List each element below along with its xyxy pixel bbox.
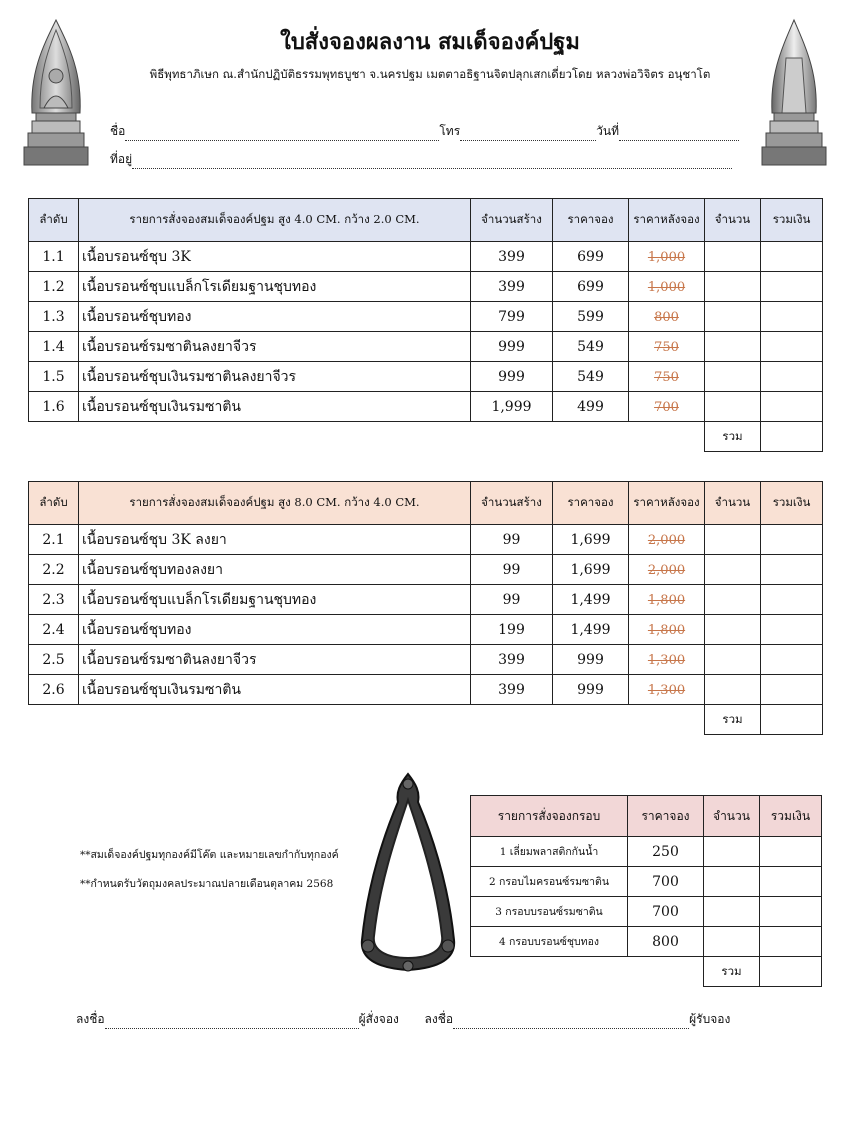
- row-built: 199: [471, 615, 553, 645]
- row-name: เนื้อบรอนซ์ชุบเงินรมซาตินลงยาจีวร: [79, 362, 471, 392]
- strike-price: 800: [654, 309, 679, 325]
- table-row: [471, 837, 822, 867]
- row-built: 399: [471, 645, 553, 675]
- sum-label: รวม: [705, 705, 761, 735]
- header-built: จำนวนสร้าง: [471, 199, 553, 242]
- row-price: 549: [553, 332, 629, 362]
- table-row: [29, 362, 823, 392]
- address-field[interactable]: [132, 156, 732, 169]
- header-frame-item: รายการสั่งจองกรอบ: [471, 796, 628, 837]
- row-name: เนื้อบรอนซ์ชุบทองลงยา: [79, 555, 471, 585]
- row-no: 2.5: [29, 645, 79, 675]
- total-cell[interactable]: [761, 645, 823, 675]
- row-price: 1,499: [553, 585, 629, 615]
- sum-label: รวม: [704, 957, 760, 987]
- order-table-small: [28, 198, 823, 452]
- row-built: 999: [471, 332, 553, 362]
- total-cell[interactable]: [761, 585, 823, 615]
- header-price: ราคาจอง: [553, 482, 629, 525]
- row-price: 599: [553, 302, 629, 332]
- total-cell[interactable]: [761, 332, 823, 362]
- qty-cell[interactable]: [705, 302, 761, 332]
- row-after-price: [629, 332, 705, 362]
- table-row: [29, 272, 823, 302]
- date-label: วันที่: [596, 124, 620, 138]
- qty-cell[interactable]: [704, 897, 760, 927]
- row-price: 699: [553, 272, 629, 302]
- qty-cell[interactable]: [704, 927, 760, 957]
- row-after-price: [629, 525, 705, 555]
- orderer-signature-field[interactable]: [105, 1016, 359, 1029]
- table-row: [29, 332, 823, 362]
- header-item: รายการสั่งจองสมเด็จองค์ปฐม สูง 8.0 CM. กว้าง 4.0 CM.: [79, 482, 471, 525]
- address-label: ที่อยู่: [110, 152, 133, 166]
- orderer-label: ผู้สั่งจอง: [358, 1012, 399, 1026]
- strike-price: 750: [654, 369, 679, 385]
- table-row: [471, 867, 822, 897]
- table-row: [29, 302, 823, 332]
- total-cell[interactable]: [760, 897, 822, 927]
- row-price: 999: [553, 675, 629, 705]
- table-row: [29, 525, 823, 555]
- row-name: เนื้อบรอนซ์ชุบเงินรมซาติน: [79, 675, 471, 705]
- total-cell[interactable]: [761, 555, 823, 585]
- row-name: เนื้อบรอนซ์ชุบ 3K: [79, 242, 471, 272]
- phone-label: โทร: [439, 124, 461, 138]
- page-subtitle: พิธีพุทธาภิเษก ณ.สำนักปฏิบัติธรรมพุทธบูชา จ.นครปฐม เมตตาอธิฐานจิตปลุกเสกเดี่ยวโดย หลวงพ่อวิจิตร อนุชาโต: [149, 67, 711, 81]
- row-price: 1,499: [553, 615, 629, 645]
- header-total: รวมเงิน: [761, 482, 823, 525]
- row-after-price: [629, 615, 705, 645]
- row-after-price: [629, 392, 705, 422]
- grand-total-cell[interactable]: [760, 957, 822, 987]
- phone-field[interactable]: [460, 128, 596, 141]
- row-built: 1,999: [471, 392, 553, 422]
- sum-row: [471, 957, 822, 987]
- row-name: เนื้อบรอนซ์ชุบแบล็กโรเดียมฐานชุบทอง: [79, 585, 471, 615]
- qty-cell[interactable]: [705, 392, 761, 422]
- row-no: 2.2: [29, 555, 79, 585]
- date-field[interactable]: [619, 128, 739, 141]
- strike-price: 700: [654, 399, 679, 415]
- page-title: ใบสั่งจองผลงาน สมเด็จองค์ปฐม: [280, 29, 580, 55]
- header-total: รวมเงิน: [760, 796, 822, 837]
- row-price: 700: [628, 897, 704, 927]
- total-cell[interactable]: [761, 302, 823, 332]
- table-row: [29, 675, 823, 705]
- row-built: 99: [471, 525, 553, 555]
- header-price: ราคาจอง: [628, 796, 704, 837]
- row-price: 800: [628, 927, 704, 957]
- header-item: รายการสั่งจองสมเด็จองค์ปฐม สูง 4.0 CM. กว้าง 2.0 CM.: [79, 199, 471, 242]
- table-row: [29, 242, 823, 272]
- row-name: เนื้อบรอนซ์ชุบเงินรมซาติน: [79, 392, 471, 422]
- row-built: 99: [471, 585, 553, 615]
- row-name: เนื้อบรอนซ์รมซาตินลงยาจีวร: [79, 332, 471, 362]
- row-name: 3 กรอบบรอนซ์รมซาติน: [471, 897, 628, 927]
- row-no: 1.4: [29, 332, 79, 362]
- row-name: เนื้อบรอนซ์ชุบทอง: [79, 615, 471, 645]
- total-cell[interactable]: [761, 525, 823, 555]
- table-row: [471, 927, 822, 957]
- qty-cell[interactable]: [704, 867, 760, 897]
- row-price: 699: [553, 242, 629, 272]
- row-no: 1.3: [29, 302, 79, 332]
- qty-cell[interactable]: [705, 242, 761, 272]
- note-code: **สมเด็จองค์ปฐมทุกองค์มีโค๊ต และหมายเลขกำกับทุกองค์: [80, 849, 339, 861]
- header-price: ราคาจอง: [553, 199, 629, 242]
- row-no: 2.1: [29, 525, 79, 555]
- qty-cell[interactable]: [705, 675, 761, 705]
- strike-price: 1,000: [647, 279, 686, 295]
- row-after-price: [629, 555, 705, 585]
- ornate-frame-image: [356, 770, 460, 976]
- strike-price: 750: [654, 339, 679, 355]
- row-after-price: [629, 302, 705, 332]
- name-label: ชื่อ: [110, 124, 126, 138]
- row-no: 1.2: [29, 272, 79, 302]
- total-cell[interactable]: [760, 927, 822, 957]
- total-cell[interactable]: [761, 362, 823, 392]
- row-after-price: [629, 645, 705, 675]
- total-cell[interactable]: [761, 392, 823, 422]
- qty-cell[interactable]: [705, 615, 761, 645]
- contact-form-row-1: [110, 122, 739, 141]
- table-row: [29, 585, 823, 615]
- row-after-price: [629, 585, 705, 615]
- strike-price: 1,800: [647, 622, 686, 638]
- total-cell[interactable]: [761, 615, 823, 645]
- receiver-signature-field[interactable]: [453, 1016, 689, 1029]
- signature-line: [76, 1010, 730, 1029]
- row-price: 1,699: [553, 525, 629, 555]
- qty-cell[interactable]: [704, 837, 760, 867]
- qty-cell[interactable]: [705, 555, 761, 585]
- table-row: [471, 897, 822, 927]
- receiver-label: ผู้รับจอง: [689, 1012, 731, 1026]
- row-after-price: [629, 242, 705, 272]
- order-table-large: [28, 481, 823, 735]
- grand-total-cell[interactable]: [761, 422, 823, 452]
- table-row: [29, 392, 823, 422]
- qty-cell[interactable]: [705, 362, 761, 392]
- row-built: 99: [471, 555, 553, 585]
- row-name: เนื้อบรอนซ์รมซาตินลงยาจีวร: [79, 645, 471, 675]
- header-built: จำนวนสร้าง: [471, 482, 553, 525]
- row-price: 999: [553, 645, 629, 675]
- table-row: [29, 645, 823, 675]
- header-total: รวมเงิน: [761, 199, 823, 242]
- sum-row: [29, 422, 823, 452]
- strike-price: 1,300: [647, 682, 686, 698]
- qty-cell[interactable]: [705, 332, 761, 362]
- total-cell[interactable]: [760, 867, 822, 897]
- sum-row: [29, 705, 823, 735]
- header-qty: จำนวน: [705, 199, 761, 242]
- total-cell[interactable]: [760, 837, 822, 867]
- row-after-price: [629, 362, 705, 392]
- row-no: 2.3: [29, 585, 79, 615]
- grand-total-cell[interactable]: [761, 705, 823, 735]
- sign-label-orderer: ลงชื่อ: [76, 1012, 105, 1026]
- table-row: [29, 615, 823, 645]
- frame-order-table: [470, 795, 822, 987]
- row-price: 549: [553, 362, 629, 392]
- header-after-price: ราคาหลังจอง: [629, 482, 705, 525]
- row-no: 1.6: [29, 392, 79, 422]
- row-name: เนื้อบรอนซ์ชุบแบล็กโรเดียมฐานชุบทอง: [79, 272, 471, 302]
- row-price: 499: [553, 392, 629, 422]
- strike-price: 1,800: [647, 592, 686, 608]
- sign-label-receiver: ลงชื่อ: [424, 1012, 454, 1026]
- strike-price: 1,300: [647, 652, 686, 668]
- header-qty: จำนวน: [704, 796, 760, 837]
- qty-cell[interactable]: [705, 525, 761, 555]
- row-built: 399: [471, 242, 553, 272]
- row-price: 700: [628, 867, 704, 897]
- row-name: เนื้อบรอนซ์ชุบทอง: [79, 302, 471, 332]
- total-cell[interactable]: [761, 242, 823, 272]
- row-built: 399: [471, 272, 553, 302]
- row-after-price: [629, 675, 705, 705]
- row-name: 1 เลี่ยมพลาสติกกันน้ำ: [471, 837, 628, 867]
- header-qty: จำนวน: [705, 482, 761, 525]
- row-after-price: [629, 272, 705, 302]
- contact-form-row-2: [110, 150, 732, 169]
- header-no: ลำดับ: [29, 482, 79, 525]
- row-no: 1.1: [29, 242, 79, 272]
- row-built: 399: [471, 675, 553, 705]
- qty-cell[interactable]: [705, 272, 761, 302]
- row-built: 999: [471, 362, 553, 392]
- row-price: 250: [628, 837, 704, 867]
- sum-label: รวม: [705, 422, 761, 452]
- strike-price: 2,000: [647, 532, 686, 548]
- strike-price: 2,000: [647, 562, 686, 578]
- header-after-price: ราคาหลังจอง: [629, 199, 705, 242]
- qty-cell[interactable]: [705, 585, 761, 615]
- name-field[interactable]: [125, 128, 439, 141]
- row-name: 2 กรอบไมครอนซ์รมซาติน: [471, 867, 628, 897]
- row-no: 1.5: [29, 362, 79, 392]
- row-price: 1,699: [553, 555, 629, 585]
- strike-price: 1,000: [647, 249, 686, 265]
- total-cell[interactable]: [761, 272, 823, 302]
- note-delivery: **กำหนดรับวัตถุมงคลประมาณปลายเดือนตุลาคม 2568: [80, 878, 334, 890]
- header-no: ลำดับ: [29, 199, 79, 242]
- row-built: 799: [471, 302, 553, 332]
- qty-cell[interactable]: [705, 645, 761, 675]
- row-name: 4 กรอบบรอนซ์ชุบทอง: [471, 927, 628, 957]
- row-name: เนื้อบรอนซ์ชุบ 3K ลงยา: [79, 525, 471, 555]
- row-no: 2.4: [29, 615, 79, 645]
- total-cell[interactable]: [761, 675, 823, 705]
- table-row: [29, 555, 823, 585]
- row-no: 2.6: [29, 675, 79, 705]
